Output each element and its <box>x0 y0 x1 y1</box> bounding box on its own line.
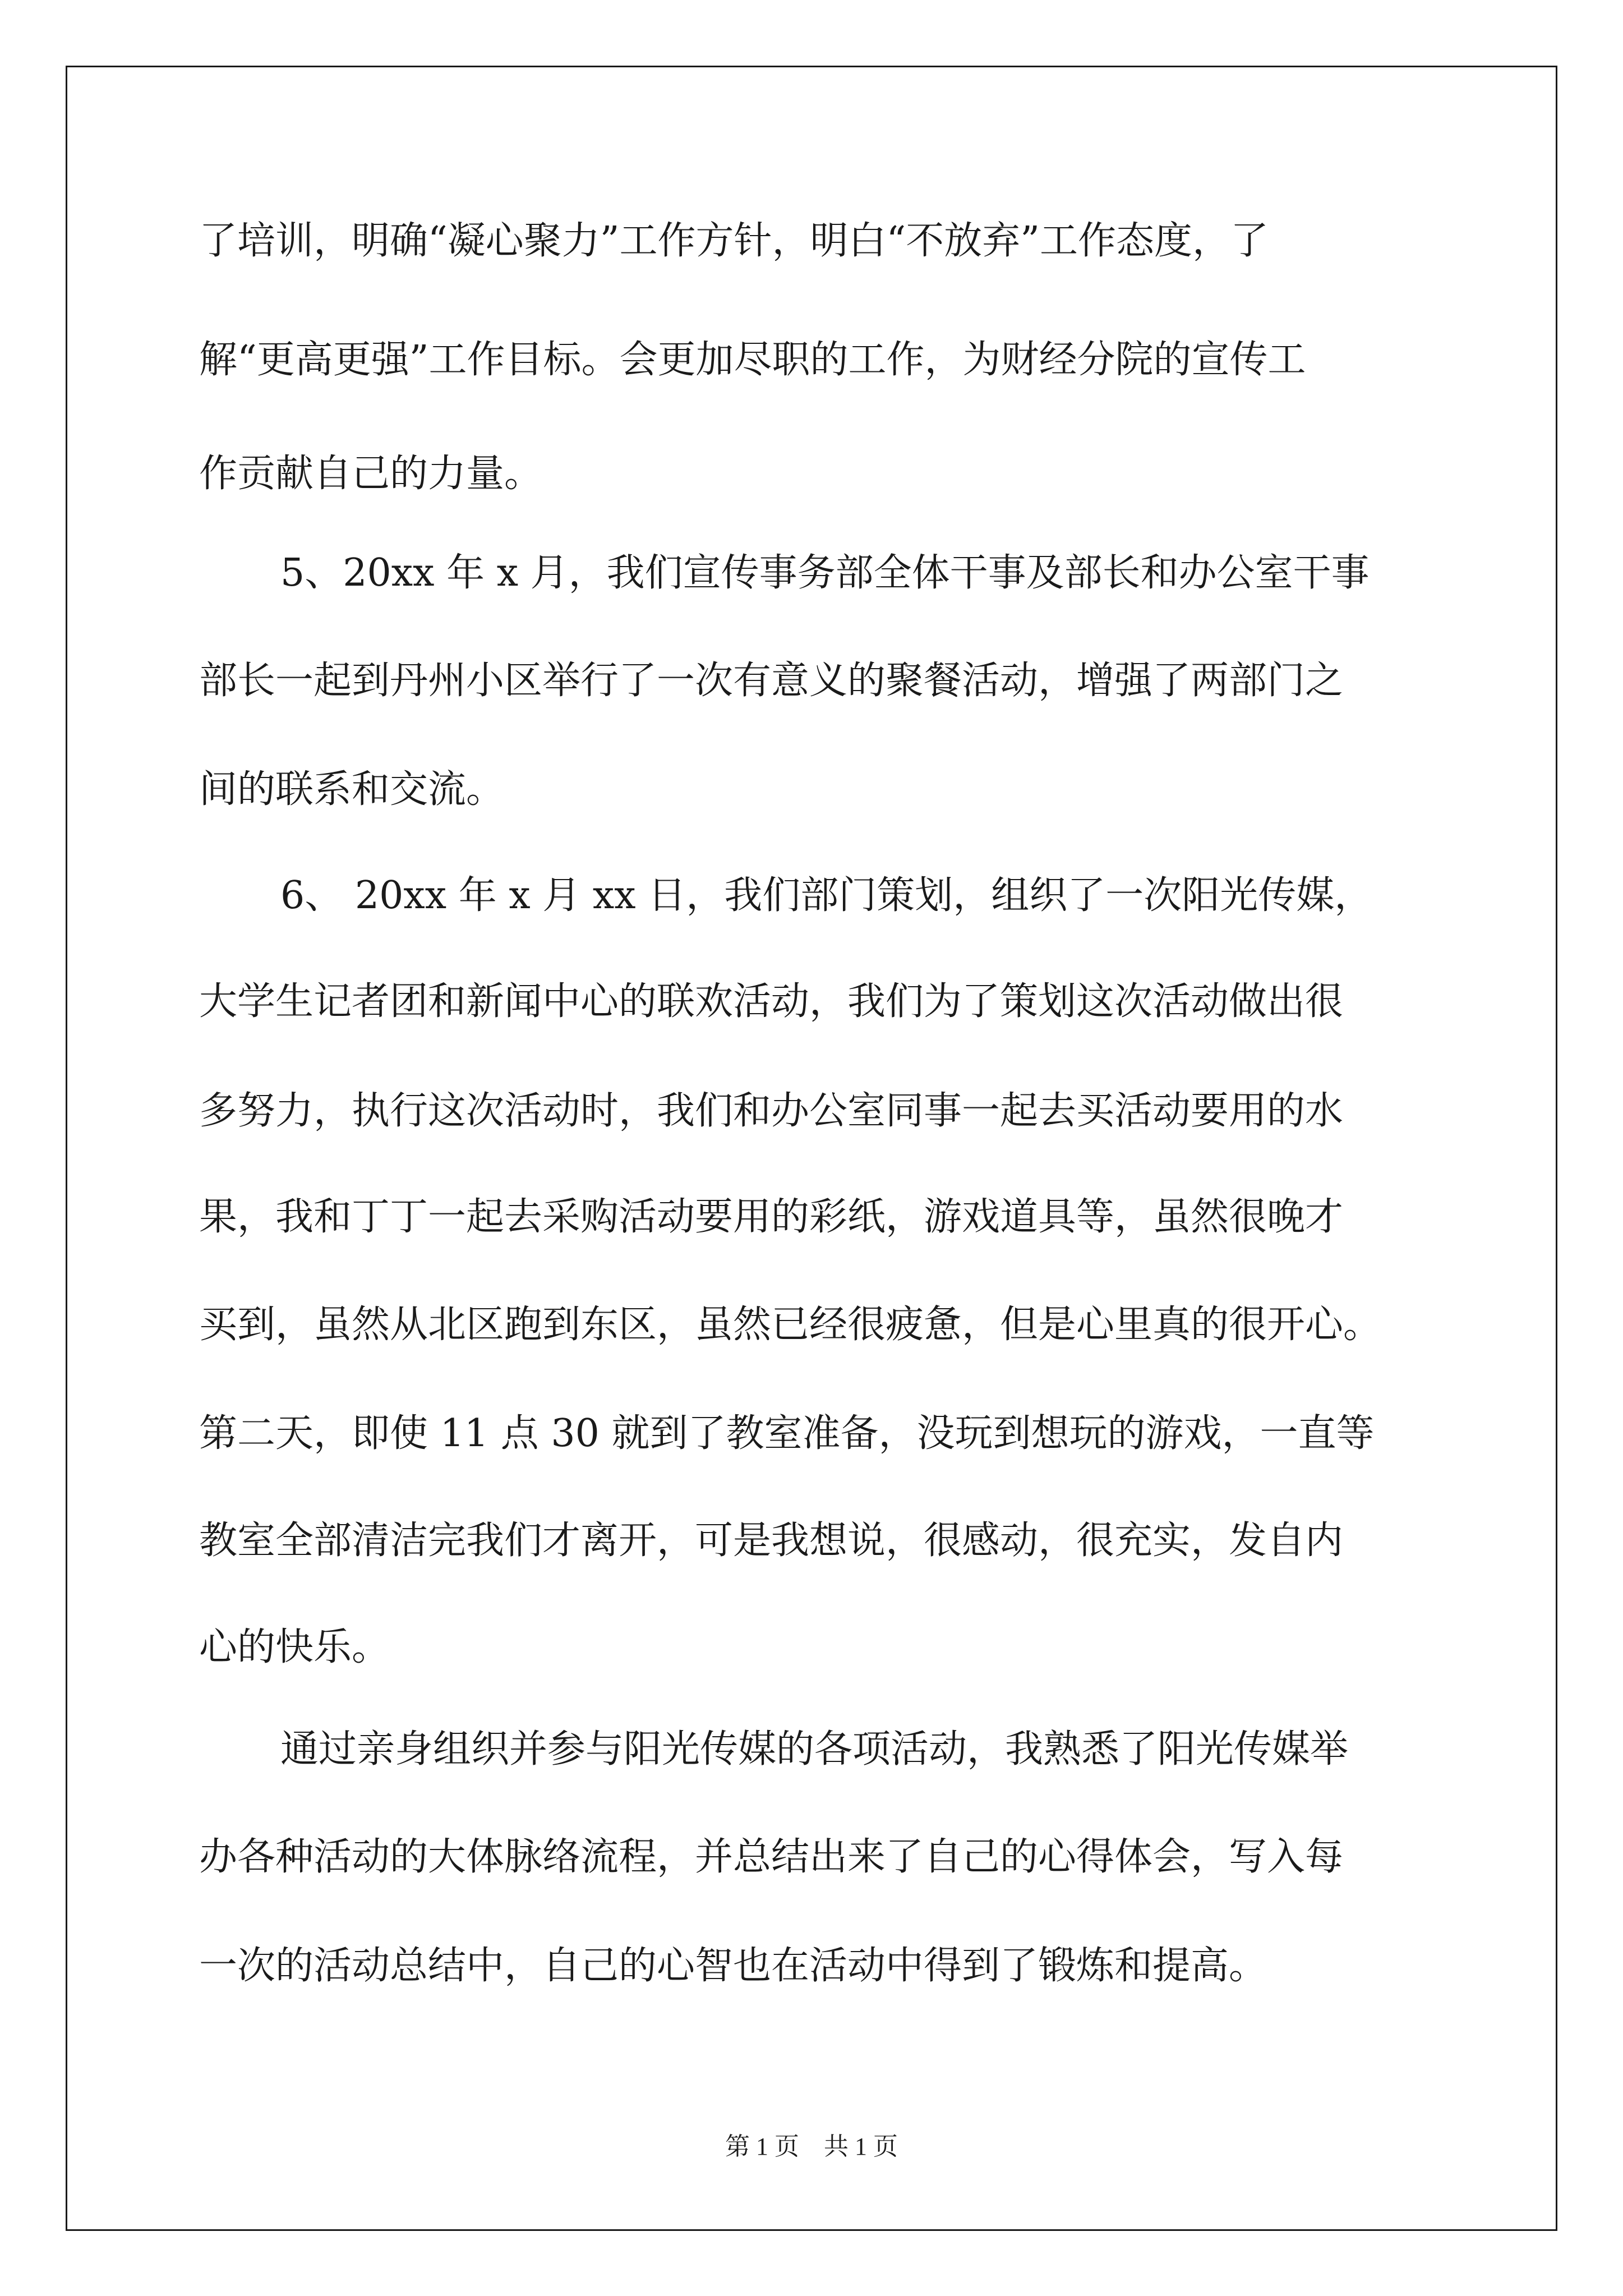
text-line: 第二天，即使 11 点 30 就到了教室准备，没玩到想玩的游戏，一直等 <box>199 1411 1375 1456</box>
page-border <box>66 66 1557 2231</box>
text-line: 买到，虽然从北区跑到东区，虽然已经很疲惫，但是心里真的很开心。 <box>199 1303 1382 1347</box>
text-line: 通过亲身组织并参与阳光传媒的各项活动，我熟悉了阳光传媒举 <box>280 1727 1349 1772</box>
text-line: 解“更高更强”工作目标。会更加尽职的工作，为财经分院的宣传工 <box>199 338 1306 382</box>
text-line: 作贡献自己的力量。 <box>199 452 543 496</box>
text-line: 了培训，明确“凝心聚力”工作方针，明白“不放弃”工作态度，了 <box>199 219 1269 263</box>
page-number-footer: 第 1 页 共 1 页 <box>725 2133 898 2160</box>
text-line: 5、20xx 年 x 月，我们宣传事务部全体干事及部长和办公室干事 <box>280 551 1370 595</box>
text-line: 办各种活动的大体脉络流程，并总结出来了自己的心得体会，写入每 <box>199 1835 1344 1879</box>
text-line: 部长一起到丹州小区举行了一次有意义的聚餐活动，增强了两部门之 <box>199 659 1344 703</box>
text-line: 一次的活动总结中，自己的心智也在活动中得到了锻炼和提高。 <box>199 1944 1267 1988</box>
text-line: 果，我和丁丁一起去采购活动要用的彩纸，游戏道具等，虽然很晚才 <box>199 1195 1344 1239</box>
text-line: 大学生记者团和新闻中心的联欢活动，我们为了策划这次活动做出很 <box>199 979 1344 1024</box>
text-line: 间的联系和交流。 <box>199 767 505 812</box>
text-line: 6、 20xx 年 x 月 xx 日，我们部门策划，组织了一次阳光传媒， <box>280 873 1373 918</box>
text-line: 多努力，执行这次活动时，我们和办公室同事一起去买活动要用的水 <box>199 1089 1344 1133</box>
text-line: 心的快乐。 <box>199 1625 390 1669</box>
text-line: 教室全部清洁完我们才离开，可是我想说，很感动，很充实，发自内 <box>199 1519 1344 1563</box>
